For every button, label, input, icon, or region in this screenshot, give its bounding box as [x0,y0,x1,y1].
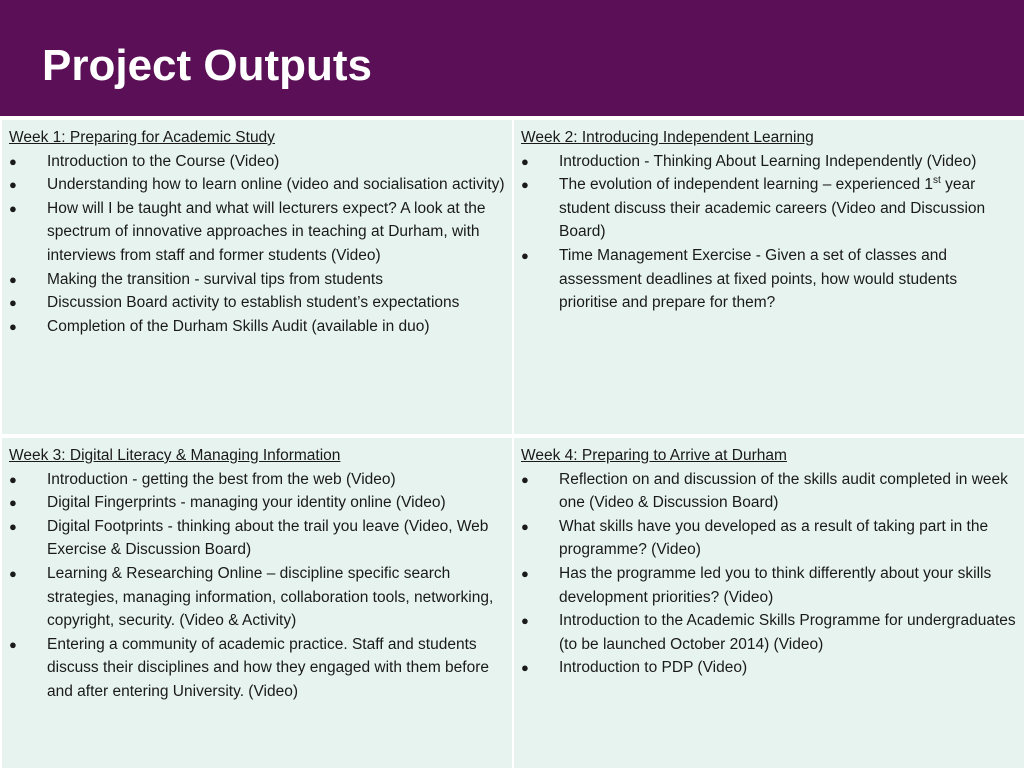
list-item: ● Introduction to PDP (Video) [521,656,1024,680]
bullet-icon: ● [9,177,17,193]
week-4-cell [514,438,1024,768]
outputs-table [2,120,1024,768]
bullet-icon: ● [521,565,529,581]
list-item: ● Reflection on and discussion of the skills audit completed in week one (Video & Discussion Board) [521,468,1024,515]
list-item: ● Completion of the Durham Skills Audit (available in duo) [9,315,512,339]
bullet-icon: ● [9,495,17,511]
list-item: ● Making the transition - survival tips from students [9,268,512,292]
list-item: ● Introduction - getting the best from the web (Video) [9,468,512,492]
bullet-icon: ● [9,471,17,487]
bullet-icon: ● [521,660,529,676]
bullet-icon: ● [521,471,529,487]
list-item: ● Understanding how to learn online (video and socialisation activity) [9,173,512,197]
week-4-list [521,468,1024,680]
bullet-icon: ● [9,153,17,169]
week-2-heading: Week 2: Introducing Independent Learning [521,129,814,146]
bullet-icon: ● [9,318,17,334]
bullet-icon: ● [521,613,529,629]
list-item: ● Introduction - Thinking About Learning Independently (Video) [521,150,1024,174]
week-3-list [9,468,512,704]
list-item: ● Entering a community of academic practice. Staff and students discuss their disciplines and how they engaged with them before and after entering University. (Video) [9,633,512,704]
bullet-icon: ● [9,636,17,652]
list-item: ● Has the programme led you to think differently about your skills development priorities? (Video) [521,562,1024,609]
list-item: ● What skills have you developed as a result of taking part in the programme? (Video) [521,515,1024,562]
bullet-icon: ● [521,177,529,193]
list-item: ● Learning & Researching Online – discipline specific search strategies, managing information, collaboration tools, networking, copyright, security. (Video & Activity) [9,562,512,633]
bullet-icon: ● [521,153,529,169]
list-item: ● Time Management Exercise - Given a set of classes and assessment deadlines at fixed points, how would students prioritise and prepare for them? [521,244,1024,315]
list-item: ● How will I be taught and what will lecturers expect? A look at the spectrum of innovative approaches in teaching at Durham, with interviews from staff and former students (Video) [9,197,512,268]
bullet-icon: ● [9,271,17,287]
list-item: ● Digital Fingerprints - managing your identity online (Video) [9,491,512,515]
bullet-icon: ● [521,247,529,263]
week-1-heading: Week 1: Preparing for Academic Study [9,129,275,146]
list-item: ● The evolution of independent learning – experienced 1st year student discuss their academic careers (Video and Discussion Board) [521,175,986,241]
list-item: ● Discussion Board activity to establish student’s expectations [9,291,512,315]
bullet-icon: ● [9,518,17,534]
title-bar [0,0,1024,116]
list-item: ● Introduction to the Course (Video) [9,150,512,174]
bullet-icon: ● [9,295,17,311]
bullet-icon: ● [521,518,529,534]
page-title: Project Outputs [42,41,373,90]
bullet-icon: ● [9,565,17,581]
week-2-list [521,150,1024,315]
week-2-cell [514,120,1024,434]
week-3-heading: Week 3: Digital Literacy & Managing Information [9,447,341,464]
week-1-cell [2,120,512,434]
list-item: ● Introduction to the Academic Skills Programme for undergraduates (to be launched October 2014) (Video) [521,609,1024,656]
list-item: ● Digital Footprints - thinking about the trail you leave (Video, Web Exercise & Discussion Board) [9,515,512,562]
week-3-cell [2,438,512,768]
week-4-heading: Week 4: Preparing to Arrive at Durham [521,447,787,464]
bullet-icon: ● [9,200,17,216]
week-1-list [9,150,512,339]
